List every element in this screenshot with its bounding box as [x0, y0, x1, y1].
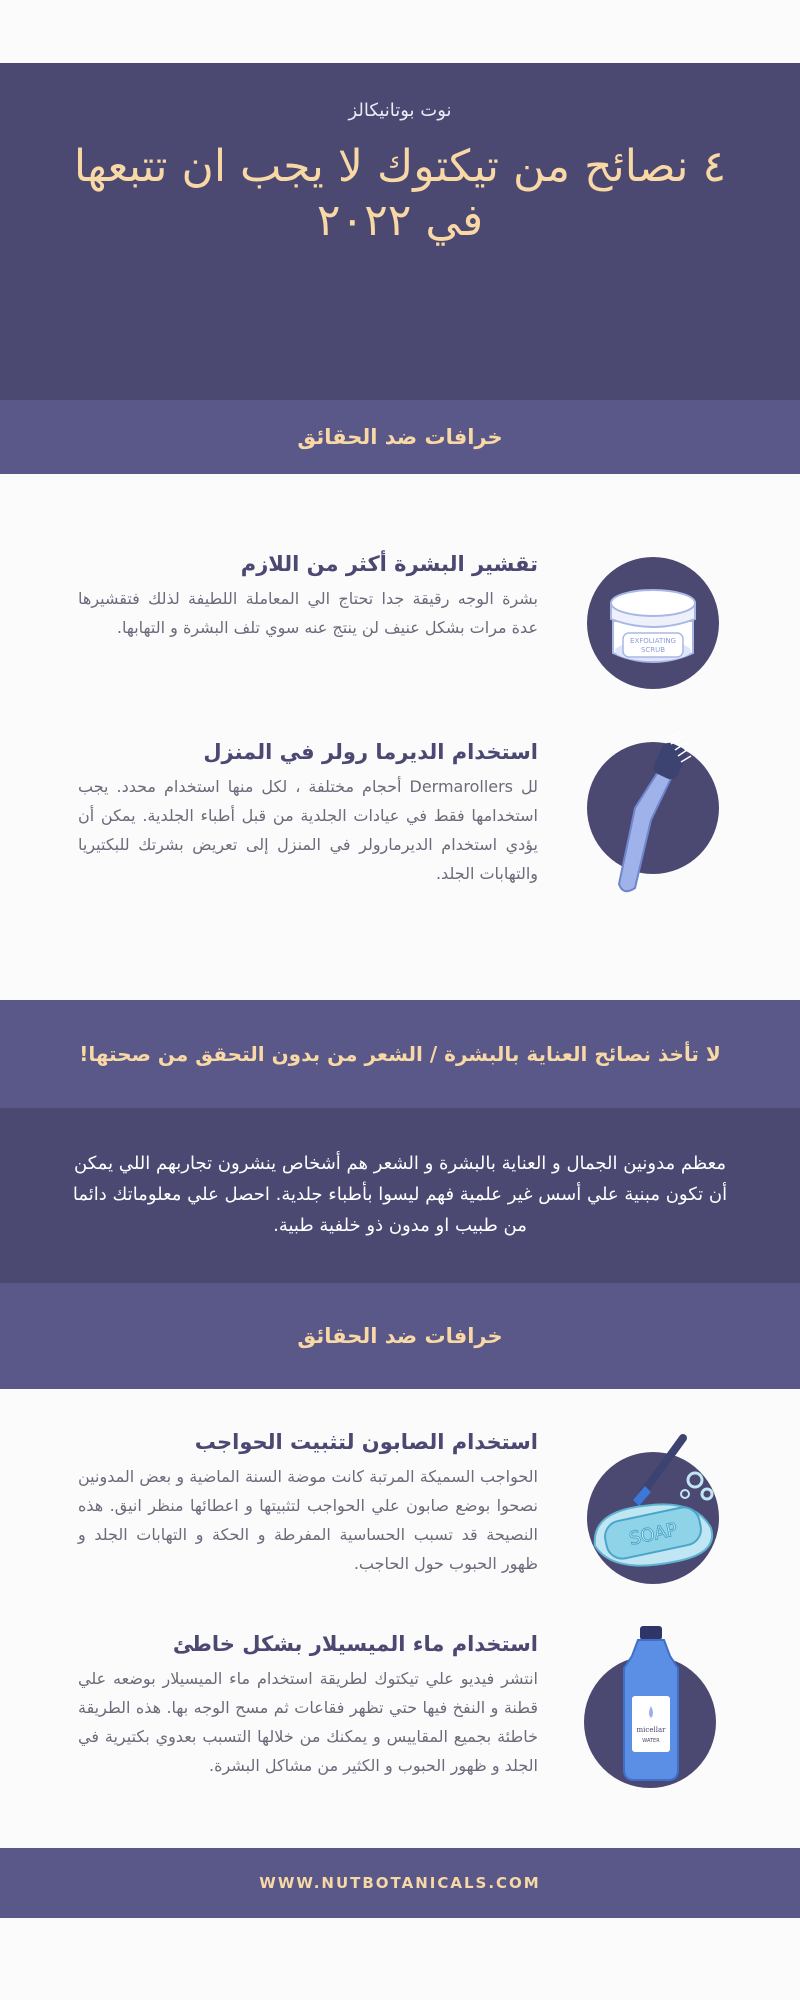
- tip-body: انتشر فيديو علي تيكتوك لطريقة استخدام ماء الميسيلار بوضعه علي قطنة و النفخ فيها حتي تظهر فقاعات ثم مسح الوجه بها. هذه الطريقة خاطئة بجميع المقاييس و يمكنك من خلالها التسبب بعدوي بكتيرية في الجلد و ظهور الحبوب و الكثير من مشاكل البشرة.: [78, 1669, 538, 1775]
- jar-label: SCRUB: [640, 646, 666, 654]
- tip-micellar-water: [78, 1632, 538, 1780]
- warning-block: [0, 1108, 800, 1283]
- tip-body: الحواجب السميكة المرتبة كانت موضة السنة الماضية و بعض المدونين نصحوا بوضع صابون علي الحواجب لتثبيتها و اعطائها منظر انيق. هذه النصيحة قد تسبب الحساسية المفرطة و الحكة و التهابات الجلد و ظهور الحبوب حول الحاجب.: [78, 1467, 538, 1573]
- tip-body: لل Dermarollers أحجام مختلفة ، لكل منها استخدام محدد. يجب استخدامها فقط في عيادات الجلدية من قبل أطباء الجلدية. يمكن أن يؤدي استخدام الديرمارولر في المنزل إلى تعريض بشرتك للبكتيريا والتهابات الجلد.: [78, 777, 539, 883]
- tip-title: تقشير البشرة أكثر من اللازم: [240, 552, 538, 576]
- tip-dermaroller: [78, 740, 538, 888]
- soap-label: SOAP: [627, 1519, 680, 1550]
- bottle-label: micellar: [636, 1726, 666, 1734]
- micellar-bottle-icon: [580, 1622, 720, 1792]
- footer-url[interactable]: WWW.NUTBOTANICALS.COM: [0, 1848, 800, 1918]
- warning-banner: لا تأخذ نصائح العناية بالبشرة / الشعر من بدون التحقق من صحتها!: [0, 1000, 800, 1108]
- tip-title: استخدام الديرما رولر في المنزل: [203, 740, 538, 764]
- tip-over-exfoliation: [78, 552, 538, 642]
- dermaroller-icon: [583, 728, 723, 898]
- bottle-label: WATER: [642, 1738, 660, 1744]
- tip-brow-soap: [78, 1430, 538, 1578]
- myths-vs-facts-banner-2: خرافات ضد الحقائق: [0, 1283, 800, 1389]
- brand-name: نوت بوتانيكالز: [348, 100, 452, 121]
- myths-vs-facts-banner: خرافات ضد الحقائق: [0, 400, 800, 474]
- tip-title: استخدام ماء الميسيلار بشكل خاطئ: [172, 1632, 538, 1656]
- tip-body: بشرة الوجه رقيقة جدا تحتاج الي المعاملة اللطيفة لذلك فتقشيرها عدة مرات بشكل عنيف لن ينتج عنه سوي تلف البشرة و التهابها.: [78, 589, 538, 637]
- warning-body: معظم مدونين الجمال و العناية بالبشرة و الشعر هم أشخاص ينشرون تجاربهم اللي يمكن أن تكون مبنية علي أسس غير علمية فهم ليسوا بأطباء جلدية. احصل علي معلوماتك دائما من طبيب او مدون ذو خلفية طبية.: [72, 1153, 728, 1236]
- soap-bar-icon: [583, 1428, 723, 1588]
- scrub-jar-icon: [583, 553, 723, 693]
- page-title: ٤ نصائح من تيكتوك لا يجب ان تتبعها في ٢٠٢٢: [73, 141, 727, 246]
- jar-label: EXFOLIATING: [630, 637, 676, 645]
- tip-title: استخدام الصابون لتثبيت الحواجب: [194, 1430, 538, 1454]
